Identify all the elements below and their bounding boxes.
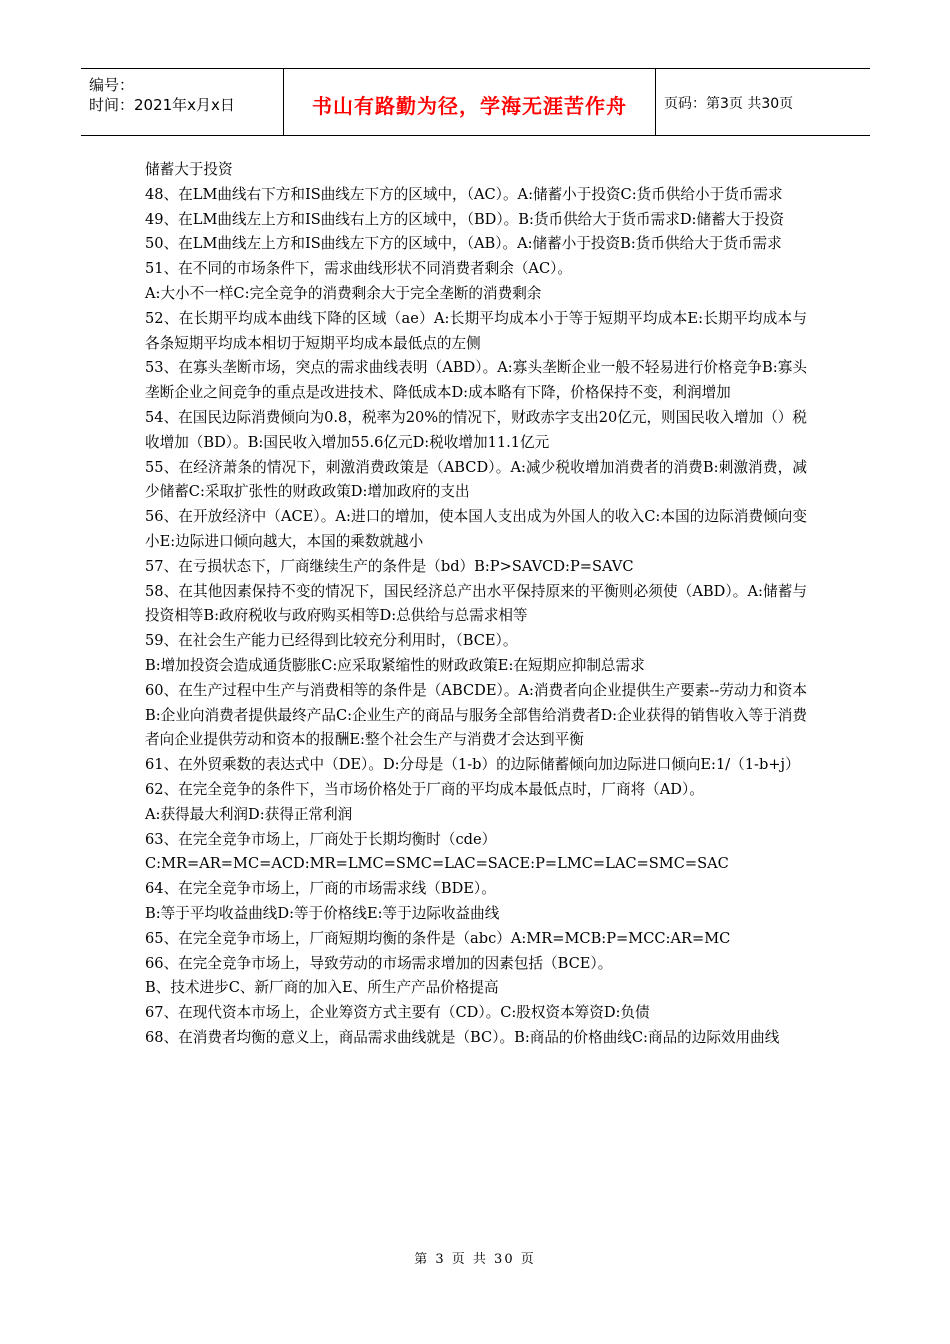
question-paragraph: 58、在其他因素保持不变的情况下，国民经济总产出水平保持原来的平衡则必须使（ABD）。A:储蓄与投资相等B:政府税收与政府购买相等D:总供给与总需求相等 bbox=[145, 582, 807, 625]
page-header bbox=[81, 68, 870, 136]
question-paragraph: 66、在完全竞争市场上，导致劳动的市场需求增加的因素包括（BCE）。 bbox=[145, 954, 613, 972]
question-paragraph: A:获得最大利润D:获得正常利润 bbox=[145, 805, 353, 823]
question-paragraph: 52、在长期平均成本曲线下降的区域（ae）A:长期平均成本小于等于短期平均成本E:长期平均成本与各条短期平均成本相切于短期平均成本最低点的左侧 bbox=[145, 309, 807, 352]
question-paragraph: 53、在寡头垄断市场，突点的需求曲线表明（ABD）。A:寡头垄断企业一般不轻易进行价格竞争B:寡头垄断企业之间竞争的重点是改进技术、降低成本D:成本略有下降，价格保持不变，利润增加 bbox=[145, 359, 807, 402]
question-paragraph: 67、在现代资本市场上，企业筹资方式主要有（CD）。C:股权资本筹资D:负债 bbox=[145, 1004, 650, 1022]
question-paragraph: 64、在完全竞争市场上，厂商的市场需求线（BDE）。 bbox=[145, 880, 496, 898]
header-motto: 书山有路勤为径，学海无涯苦作舟 bbox=[312, 93, 627, 118]
question-paragraph: B:等于平均收益曲线D:等于价格线E:等于边际收益曲线 bbox=[145, 904, 500, 922]
question-paragraph: B、技术进步C、新厂商的加入E、所生产产品价格提高 bbox=[145, 979, 499, 997]
question-paragraph: 51、在不同的市场条件下，需求曲线形状不同消费者剩余（AC）。 bbox=[145, 260, 573, 278]
question-paragraph: 48、在LM曲线右下方和IS曲线左下方的区域中，（AC）。A:储蓄小于投资C:货币供给小于货币需求 bbox=[145, 185, 783, 203]
question-paragraph: 57、在亏损状态下，厂商继续生产的条件是（bd）B:P>SAVCD:P=SAVC bbox=[145, 557, 634, 575]
document-number-label: 编号： bbox=[89, 76, 135, 94]
question-paragraph: 60、在生产过程中生产与消费相等的条件是（ABCDE）。A:消费者向企业提供生产要素--劳动力和资本B:企业向消费者提供最终产品C:企业生产的商品与服务全部售给消费者D:企业获得的销售收入等于消费者向企业提供劳动和资本的报酬E:整个社会生产与消费才会达到平衡 bbox=[145, 681, 807, 749]
question-paragraph: 储蓄大于投资 bbox=[145, 161, 233, 178]
question-paragraph: 68、在消费者均衡的意义上，商品需求曲线就是（BC）。B:商品的价格曲线C:商品的边际效用曲线 bbox=[145, 1028, 780, 1046]
question-paragraph: 59、在社会生产能力已经得到比较充分利用时，（BCE）。 bbox=[145, 632, 518, 650]
question-paragraph: 50、在LM曲线左上方和IS曲线左下方的区域中，（AB）。A:储蓄小于投资B:货币供给大于货币需求 bbox=[145, 235, 782, 253]
question-paragraph: 65、在完全竞争市场上，厂商短期均衡的条件是（abc）A:MR=MCB:P=MCC:AR=MC bbox=[145, 929, 731, 947]
question-paragraph: 49、在LM曲线左上方和IS曲线右上方的区域中，（BD）。B:货币供给大于货币需求D:储蓄大于投资 bbox=[145, 210, 785, 228]
document-date: 时间：2021年x月x日 bbox=[89, 96, 235, 114]
header-page-cell bbox=[656, 69, 870, 135]
question-paragraph: 56、在开放经济中（ACE）。A:进口的增加，使本国人支出成为外国人的收入C:本国的边际消费倾向变小E:边际进口倾向越大，本国的乘数就越小 bbox=[145, 508, 807, 550]
header-motto-cell bbox=[284, 69, 656, 135]
document-body bbox=[145, 158, 807, 1051]
question-paragraph: 62、在完全竞争的条件下，当市场价格处于厂商的平均成本最低点时，厂商将（AD）。 bbox=[145, 780, 704, 798]
question-paragraph: 54、在国民边际消费倾向为0.8，税率为20%的情况下，财政赤字支出20亿元，则国民收入增加（）税收增加（BD）。B:国民收入增加55.6亿元D:税收增加11.1亿元 bbox=[145, 408, 807, 451]
question-paragraph: 63、在完全竞争市场上，厂商处于长期均衡时（cde） bbox=[145, 830, 497, 848]
header-info-cell bbox=[81, 69, 284, 135]
header-page-number: 页码：第3页 共30页 bbox=[664, 96, 794, 112]
question-paragraph: A:大小不一样C:完全竞争的消费剩余大于完全垄断的消费剩余 bbox=[145, 284, 542, 302]
page-footer: 第 3 页 共 30 页 bbox=[414, 1252, 536, 1267]
question-paragraph: 55、在经济萧条的情况下，刺激消费政策是（ABCD）。A:减少税收增加消费者的消费B:刺激消费，减少储蓄C:采取扩张性的财政政策D:增加政府的支出 bbox=[145, 458, 807, 501]
question-paragraph: B:增加投资会造成通货膨胀C:应采取紧缩性的财政政策E:在短期应抑制总需求 bbox=[145, 656, 645, 674]
question-paragraph: C:MR=AR=MC=ACD:MR=LMC=SMC=LAC=SACE:P=LMC=LAC=SMC=SAC bbox=[145, 855, 729, 873]
question-paragraph: 61、在外贸乘数的表达式中（DE）。D:分母是（1-b）的边际储蓄倾向加边际进口倾向E:1/（1-b+j） bbox=[145, 756, 800, 774]
